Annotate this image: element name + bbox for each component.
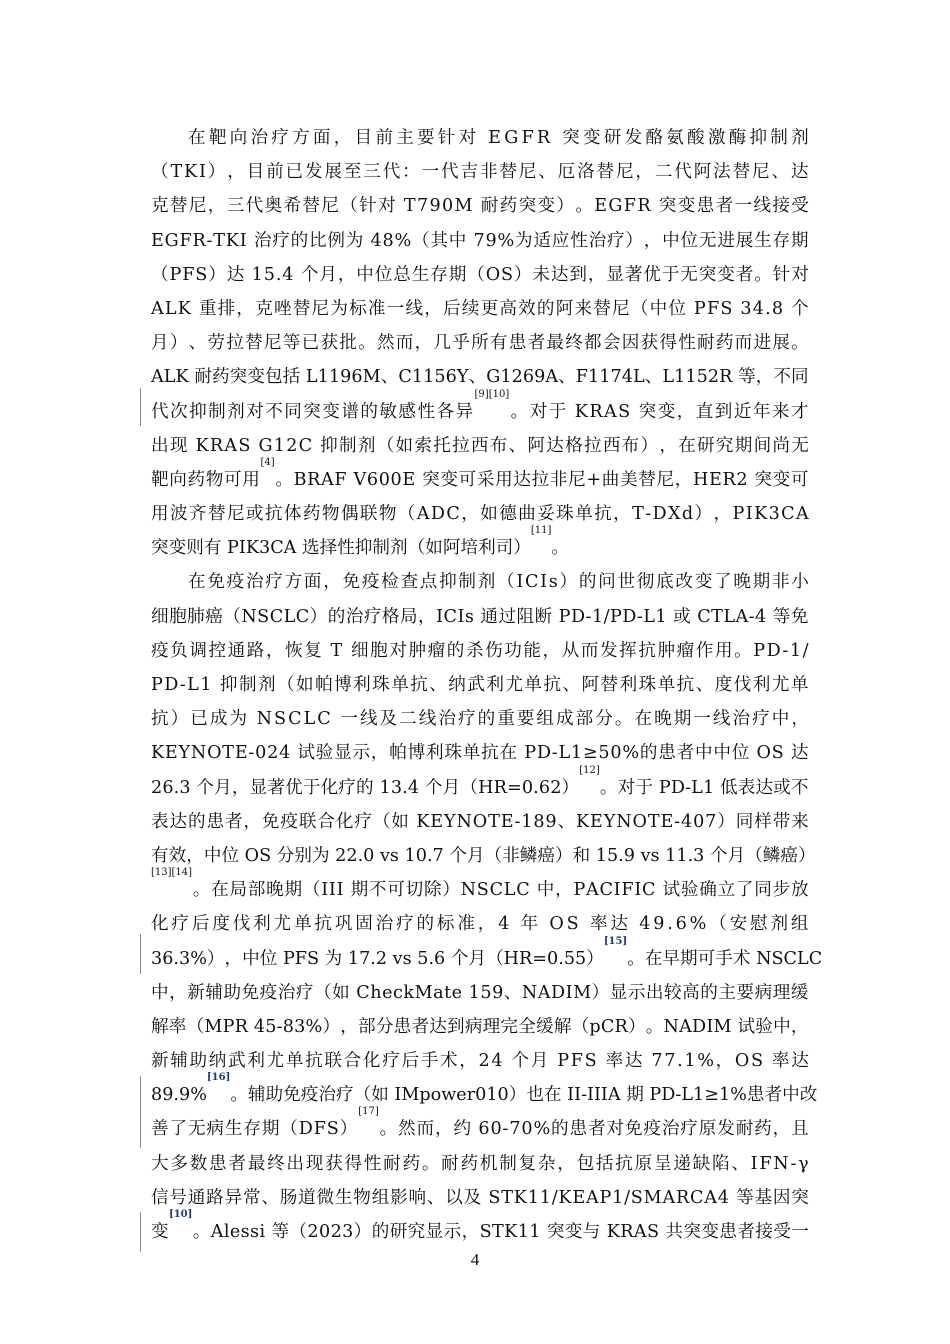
text-line: 解 率 （ M P R 4 5 - 8 3 % ） ， 部 分 患 者 达 到 病 理 完 全 缓 解 （ p C R ） 。 N A D I M 试 验 中 ， (151, 1016, 809, 1037)
text-line: 8 9 . 9 % [16] 。 辅 助 免 疫 治 疗 （ 如 I M p o w e r 0 1 0 ） 也 在 I I - I I I A 期 P D - L 1 ≥ 1 % 患 者 中 改 (151, 1078, 809, 1112)
revision-bar (140, 1212, 141, 1252)
text-line: （ P F S ） 达 1 5 . 4 个 月 ， 中 位 总 生 存 期 （ O S ） 未 达 到 ， 显 著 优 于 无 突 变 者 。 针 对 (151, 264, 809, 285)
body-text (151, 121, 823, 1249)
text-line: （ T K I ） ， 目 前 已 发 展 至 三 代 ： 一 代 吉 非 替 尼 、 厄 洛 替 尼 ， 二 代 阿 法 替 尼 、 达 (151, 162, 809, 183)
text-line: K E Y N O T E - 0 2 4 试 验 显 示 ， 帕 博 利 珠 单 抗 在 P D - L 1 ≥ 5 0 % 的 患 者 中 中 位 O S 达 (151, 743, 809, 764)
text-line: 在 靶 向 治 疗 方 面 ， 目 前 主 要 针 对 E G F R 突 变 研 发 酪 氨 酸 激 酶 抑 制 剂 (188, 128, 809, 148)
citation-ref: [9][10] (474, 388, 510, 400)
text-line: 靶 向 药 物 可 用 [4] 。 B R A F V 6 0 0 E 突 变 可 采 用 达 拉 非 尼 + 曲 美 替 尼 ， H E R 2 突 变 可 (151, 463, 809, 497)
text-line: 突 变 则 有 P I K 3 C A 选 择 性 抑 制 剂 （ 如 阿 培 利 司 ） [11] 。 (151, 531, 809, 565)
text-line: 中 ， 新 辅 助 免 疫 治 疗 （ 如 C h e c k M a t e 1 5 9 、 N A D I M ） 显 示 出 较 高 的 主 要 病 理 缓 (151, 982, 809, 1003)
citation-ref: [11] (530, 525, 552, 537)
citation-ref: [13][14] (151, 867, 193, 879)
text-line: A L K 重 排 ， 克 唑 替 尼 为 标 准 一 线 ， 后 续 更 高 效 的 阿 来 替 尼 （ 中 位 P F S 3 4 . 8 个 (151, 298, 809, 319)
paragraph (151, 565, 823, 1249)
text-line: 在 免 疫 治 疗 方 面 ， 免 疫 检 查 点 抑 制 剂 （ I C I s ） 的 问 世 彻 底 改 变 了 晚 期 非 小 (188, 572, 809, 593)
revision-bar (140, 1076, 141, 1148)
revision-bar (140, 934, 141, 974)
text-line: 疫 负 调 控 通 路 ， 恢 复 T 细 胞 对 肿 瘤 的 杀 伤 功 能 ， 从 而 发 挥 抗 肿 瘤 作 用 。 P D - 1 / (151, 640, 809, 661)
text-line: 出 现 K R A S G 1 2 C 抑 制 剂 （ 如 索 托 拉 西 布 、 阿 达 格 拉 西 布 ） ， 在 研 究 期 间 尚 无 (151, 435, 809, 456)
text-line: 信 号 通 路 异 常 、 肠 道 微 生 物 组 影 响 、 以 及 S T K 1 1 / K E A P 1 / S M A R C A 4 等 基 因 突 (151, 1187, 809, 1208)
text-line: 化 疗 后 度 伐 利 尤 单 抗 巩 固 治 疗 的 标 准 ， 4 年 O S 率 达 4 9 . 6 % （ 安 慰 剂 组 (151, 914, 809, 935)
text-line: 克 替 尼 ， 三 代 奥 希 替 尼 （ 针 对 T 7 9 0 M 耐 药 突 变 ） 。 E G F R 突 变 患 者 一 线 接 受 (151, 196, 809, 217)
text-line: 变 [10] 。 A l e s s i 等 （ 2 0 2 3 ） 的 研 究 显 示 ， S T K 1 1 突 变 与 K R A S 共 突 变 患 者 接 受 一 (151, 1215, 809, 1249)
text-line: A L K 耐 药 突 变 包 括 L 1 1 9 6 M 、 C 1 1 5 6 Y 、 G 1 2 6 9 A 、 F 1 1 7 4 L 、 L 1 1 5 2 R 等 ， 不 同 (151, 367, 809, 388)
citation-ref: [16] (206, 1072, 231, 1084)
citation-ref: [17] (358, 1106, 379, 1118)
text-line: 3 6 . 3 % ） ， 中 位 P F S 为 1 7 . 2 v s 5 . 6 个 月 （ H R = 0 . 5 5 ） [15] 。 在 早 期 可 手 术 N S C L C (151, 942, 809, 976)
text-line: P D - L 1 抑 制 剂 （ 如 帕 博 利 珠 单 抗 、 纳 武 利 尤 单 抗 、 阿 替 利 珠 单 抗 、 度 伐 利 尤 单 (151, 675, 809, 695)
text-line: 2 6 . 3 个 月 ， 显 著 优 于 化 疗 的 1 3 . 4 个 月 （ H R = 0 . 6 2 ） [12] 。 对 于 P D - L 1 低 表 达 或 不 (151, 771, 809, 805)
text-line: 细 胞 肺 癌 （ N S C L C ） 的 治 疗 格 局 ， I C I s 通 过 阻 断 P D - 1 / P D - L 1 或 C T L A - 4 等 免 (151, 606, 809, 627)
text-line: [13][14] 。 在 局 部 晚 期 （ I I I 期 不 可 切 除 ） N S C L C 中 ， P A C I F I C 试 验 确 立 了 同 步 放 (151, 873, 809, 907)
citation-ref: [15] (603, 935, 628, 947)
text-line: 善 了 无 病 生 存 期 （ D F S ） [17] 。 然 而 ， 约 6 0 - 7 0 % 的 患 者 对 免 疫 治 疗 原 发 耐 药 ， 且 (151, 1112, 809, 1146)
text-line: 抗 ） 已 成 为 N S C L C 一 线 及 二 线 治 疗 的 重 要 组 成 部 分 。 在 晚 期 一 线 治 疗 中 ， (151, 709, 809, 730)
text-line: 大 多 数 患 者 最 终 出 现 获 得 性 耐 药 。 耐 药 机 制 复 杂 ， 包 括 抗 原 呈 递 缺 陷 、 I F N - γ (151, 1153, 809, 1174)
revision-bar (140, 388, 141, 426)
paragraph (151, 121, 809, 565)
text-line: 新 辅 助 纳 武 利 尤 单 抗 联 合 化 疗 后 手 术 ， 2 4 个 月 P F S 率 达 7 7 . 1 % ， O S 率 达 (151, 1051, 809, 1072)
text-line: 表 达 的 患 者 ， 免 疫 联 合 化 疗 （ 如 K E Y N O T E - 1 8 9 、 K E Y N O T E - 4 0 7 ） 同 样 带 来 (151, 811, 809, 832)
text-line: E G F R - T K I 治 疗 的 比 例 为 4 8 % （ 其 中 7 9 % 为 适 应 性 治 疗 ） ， 中 位 无 进 展 生 存 期 (151, 230, 809, 251)
page-number: 4 (470, 1250, 480, 1269)
citation-ref: [10] (168, 1209, 193, 1220)
text-line: 月 ） 、 劳 拉 替 尼 等 已 获 批 。 然 而 ， 几 乎 所 有 患 者 最 终 都 会 因 获 得 性 耐 药 而 进 展 。 (151, 333, 809, 354)
citation-ref: [12] (579, 764, 600, 776)
text-line: 代 次 抑 制 剂 对 不 同 突 变 谱 的 敏 感 性 各 异 [9][10] 。 对 于 K R A S 突 变 ， 直 到 近 年 来 才 (151, 395, 809, 429)
text-line: 有 效 ， 中 位 O S 分 别 为 2 2 . 0 v s 1 0 . 7 个 月 （ 非 鳞 癌 ） 和 1 5 . 9 v s 1 1 . 3 个 月 （ 鳞 癌 ） (151, 845, 816, 866)
text-line: 用 波 齐 替 尼 或 抗 体 药 物 偶 联 物 （ A D C ， 如 德 曲 妥 珠 单 抗 ， T - D X d ） ， P I K 3 C A (151, 504, 809, 525)
citation-ref: [4] (260, 456, 275, 468)
